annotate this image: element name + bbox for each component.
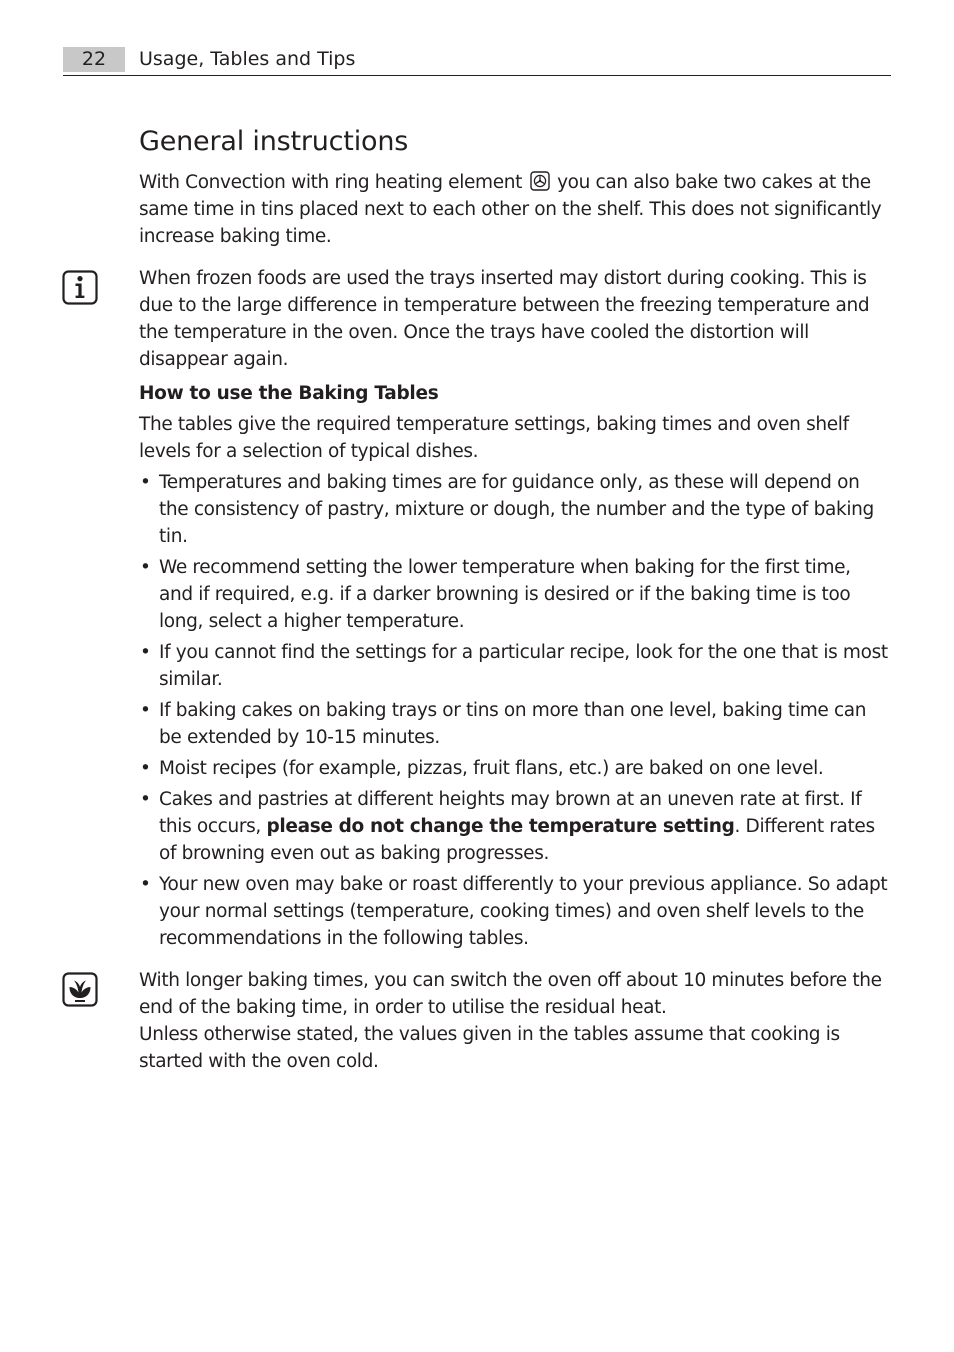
convection-text-after: you can also bake two cakes at the same time in tins placed next to each other on the shelf. This does not significantly increase baking time. [139, 172, 882, 247]
bullet-text-before: Cakes and pastries at different heights may brown at an uneven rate at first. If this occurs, [159, 789, 862, 837]
section-title: Usage, Tables and Tips [139, 48, 356, 70]
list-item: • Temperatures and baking times are for guidance only, as these will depend on the consistency of pastry, mixture or dough, the number and the type of baking tin. [139, 469, 889, 550]
list-item: • If baking cakes on baking trays or tins on more than one level, baking time can be extended by 10-15 minutes. [139, 697, 889, 751]
list-item: • We recommend setting the lower temperature when baking for the first time, and if required, e.g. if a darker browning is desired or if the baking time is too long, select a higher temperature. [139, 554, 889, 635]
info-note-text: When frozen foods are used the trays inserted may distort during cooking. This is due to the large difference in temperature between the freezing temperature and the temperature in the oven. Once the trays have cooled the distortion will disappear again. [139, 268, 870, 370]
info-note [139, 265, 889, 373]
info-icon [62, 270, 98, 305]
environment-note [139, 967, 889, 1075]
page-number: 22 [63, 47, 125, 72]
bullet-text-after: . Different rates of browning even out as baking progresses. [159, 816, 875, 864]
environment-tip-icon [62, 972, 98, 1007]
list-item [139, 786, 889, 867]
page-title: General instructions [139, 126, 409, 157]
bullet-bold-warning: please do not change the temperature setting [266, 816, 735, 837]
list-item: • If you cannot find the settings for a particular recipe, look for the one that is most similar. [139, 639, 889, 693]
environment-note-line1: With longer baking times, you can switch the oven off about 10 minutes before the end of the baking time, in order to utilise the residual heat. [139, 970, 882, 1018]
baking-tables-intro: The tables give the required temperature settings, baking times and oven shelf levels for a selection of typical dishes. [139, 414, 849, 462]
page-content [139, 124, 889, 1075]
environment-note-line2: Unless otherwise stated, the values given in the tables assume that cooking is started with the oven cold. [139, 1024, 840, 1072]
convection-paragraph [139, 169, 889, 250]
list-item: • Moist recipes (for example, pizzas, fruit flans, etc.) are baked on one level. [139, 755, 889, 782]
list-item: • Your new oven may bake or roast differently to your previous appliance. So adapt your normal settings (temperature, cooking times) and oven shelf levels to the recommendations in the following tables. [139, 871, 889, 952]
convection-text-before: With Convection with ring heating element [139, 172, 528, 193]
convection-ring-heating-icon [530, 171, 550, 191]
baking-tables-heading: How to use the Baking Tables [139, 383, 439, 404]
baking-tips-list [139, 469, 889, 952]
page-header [63, 45, 891, 76]
